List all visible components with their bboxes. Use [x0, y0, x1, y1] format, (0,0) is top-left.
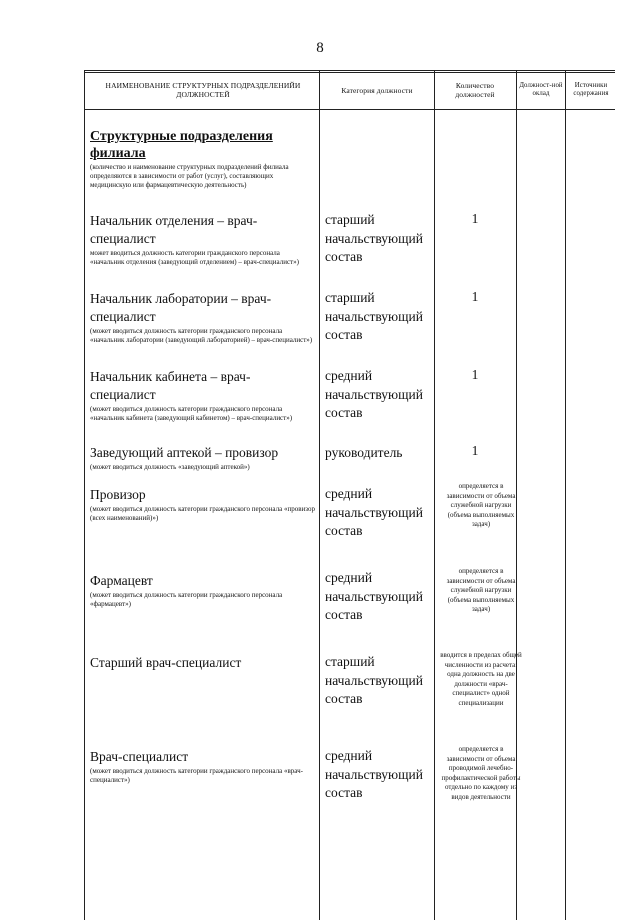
position-category: средний начальствующий состав: [325, 368, 423, 420]
position-name: Начальник кабинета – врач-специалист: [90, 369, 251, 402]
table-row-name: [90, 212, 315, 267]
position-category: старший начальствующий состав: [325, 212, 423, 264]
position-name: Провизор: [90, 487, 146, 502]
header-col-name: НАИМЕНОВАНИЕ СТРУКТУРНЫХ ПОДРАЗДЕЛЕНИЙИ ДОЛЖНОСТЕЙ: [105, 81, 301, 99]
position-category: старший начальствующий состав: [325, 654, 423, 706]
position-quantity: 1: [471, 443, 479, 458]
col-divider-4: [565, 70, 566, 920]
section-title: Структурные подразделения филиала: [90, 129, 273, 161]
position-category: средний начальствующий состав: [325, 570, 423, 622]
position-quantity: определяется в зависимости от объема проводимой лечебно-профилактической работы отдельно по каждому из видов деятельности: [441, 745, 521, 801]
table-row-name: [90, 654, 315, 672]
header-col-funding: Источники содержания: [573, 82, 609, 97]
position-category: старший начальствующий состав: [325, 290, 423, 342]
position-name: Фармацевт: [90, 573, 153, 588]
position-note: (может вводиться должность категории гражданского персонала «провизор (всех наименований)»): [90, 505, 315, 522]
position-quantity: 1: [471, 289, 479, 304]
table-row-name: [90, 748, 315, 785]
table-row-name: [90, 444, 315, 472]
position-quantity: определяется в зависимости от объема служебной нагрузки (объема выполняемых задач): [446, 482, 516, 528]
col-divider-0: [84, 70, 85, 920]
col-divider-1: [319, 70, 320, 920]
header-col-category: Категория должности: [341, 85, 413, 95]
position-note: (может вводиться должность категории гражданского персонала «фармацевт»): [90, 591, 283, 608]
position-category: средний начальствующий состав: [325, 486, 423, 538]
header-col-quantity: Количество должностей: [455, 81, 495, 99]
position-name: Старший врач-специалист: [90, 655, 242, 670]
position-category: руководитель: [325, 445, 403, 460]
table-row-name: [90, 368, 315, 423]
page-number: 8: [316, 40, 324, 56]
position-quantity: 1: [471, 211, 479, 226]
position-note: может вводиться должность категории гражданского персонала «начальник отделения (заведующий отделением) – врач-специалист»): [90, 249, 299, 266]
position-name: Начальник отделения – врач-специалист: [90, 213, 258, 246]
position-quantity: вводится в пределах общей численности из расчета: одна должность на две должности «врач-специалист» одной специализации: [440, 651, 522, 707]
position-name: Начальник лаборатории – врач-специалист: [90, 291, 272, 324]
table-row-name: [90, 290, 315, 345]
position-note: (может вводиться должность категории гражданского персонала «начальник лаборатории (заведующий лабораторией) – врач-специалист»): [90, 327, 313, 344]
table-row-name: [90, 486, 315, 523]
staff-table: [84, 70, 615, 920]
position-note: (может вводиться должность категории гражданского персонала «врач-специалист»): [90, 767, 303, 784]
position-quantity: 1: [471, 367, 479, 382]
position-quantity: определяется в зависимости от объема служебной нагрузки (объема выполняемых задач): [446, 567, 516, 613]
header-col-salary: Должност-ной оклад: [519, 82, 563, 97]
section-note: (количество и наименование структурных подразделений филиала определяются в зависимости от работ (услуг), составляющих медицинскую или фармацевтическую деятельность): [90, 163, 289, 189]
position-note: (может вводиться должность «заведующий аптекой»): [90, 463, 250, 471]
position-name: Заведующий аптекой – провизор: [90, 445, 279, 460]
position-name: Врач-специалист: [90, 749, 189, 764]
header-bottom-border: [84, 109, 615, 110]
table-row-name: [90, 572, 315, 609]
position-note: (может вводиться должность категории гражданского персонала «начальник кабинета (заведующий кабинетом) – врач-специалист»): [90, 405, 293, 422]
position-category: средний начальствующий состав: [325, 748, 423, 800]
section-block: [90, 128, 315, 190]
